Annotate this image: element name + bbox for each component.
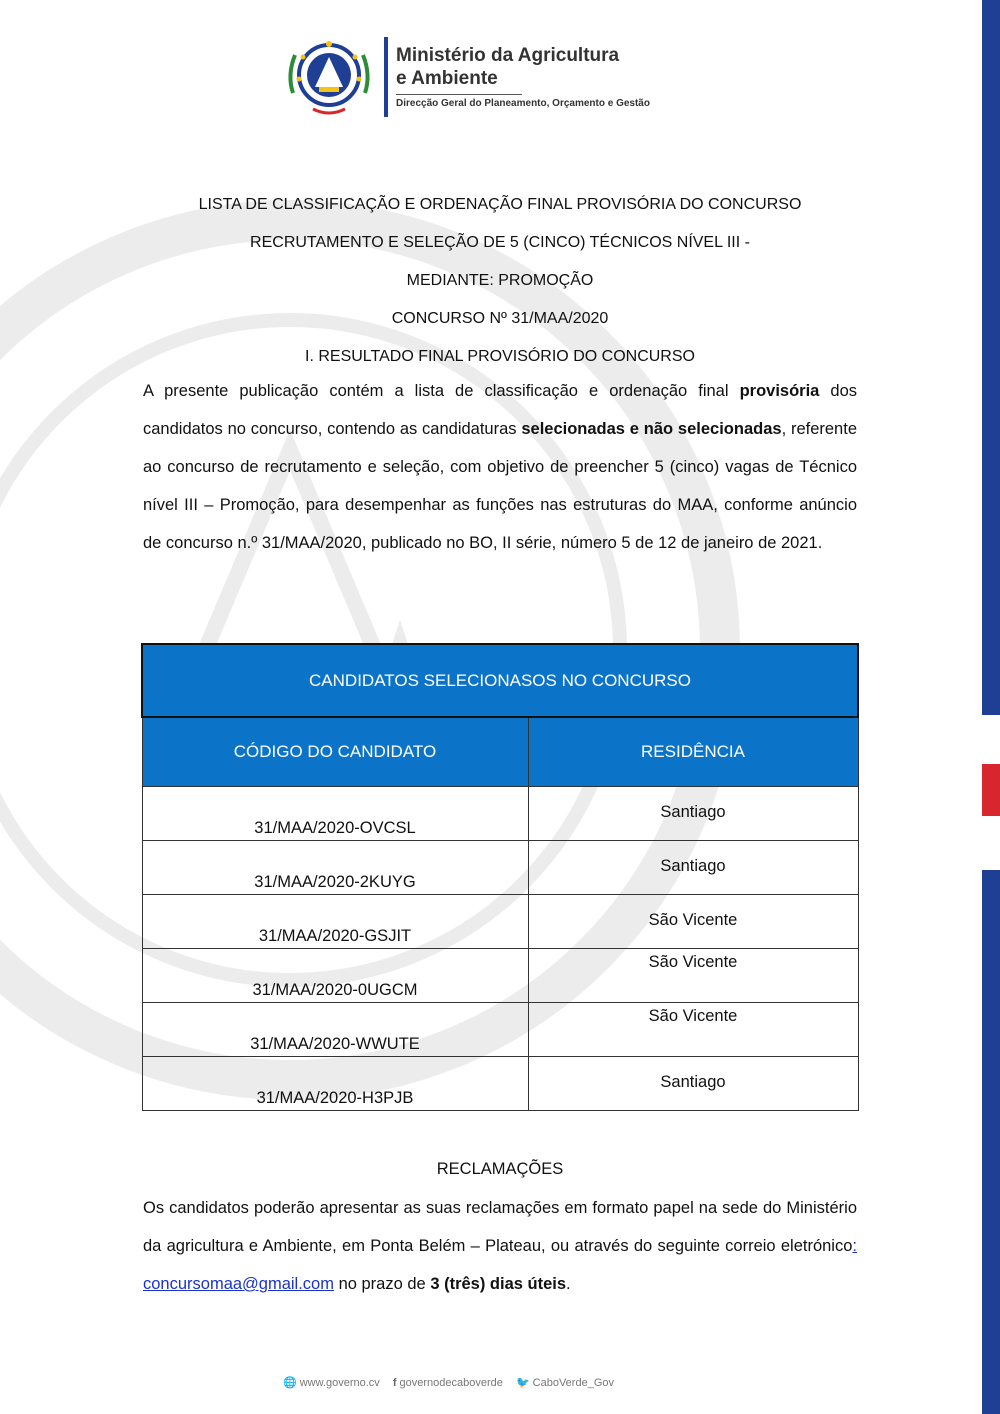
complaints-text-3: . <box>566 1275 571 1293</box>
complaints-text-1: Os candidatos poderão apresentar as suas reclamações em formato papel na sede do Ministério da agricultura e Ambiente, em Ponta Belém – Plateau, ou através do seguinte correio eletrónico <box>143 1199 857 1255</box>
table-title: CANDIDATOS SELECIONASOS NO CONCURSO <box>142 644 858 717</box>
ministry-underline <box>396 94 522 95</box>
globe-icon: 🌐 <box>283 1377 297 1389</box>
footer-twitter[interactable] <box>516 1377 614 1389</box>
column-header-residence: RESIDÊNCIA <box>528 717 858 787</box>
header-divider <box>384 37 388 117</box>
candidate-residence: São Vicente <box>528 895 858 949</box>
candidate-code: 31/MAA/2020-GSJIT <box>142 895 528 949</box>
table-row <box>142 1057 858 1111</box>
flag-stripe-red <box>982 764 1000 816</box>
candidate-residence: São Vicente <box>528 949 858 1003</box>
complaints-title: RECLAMAÇÕES <box>436 1160 564 1178</box>
footer-twitter-text: CaboVerde_Gov <box>532 1377 614 1389</box>
complaints-text-2: no prazo de <box>333 1275 431 1293</box>
heading-modality: MEDIANTE: PROMOÇÃO <box>406 272 594 289</box>
footer-website-text: www.governo.cv <box>299 1377 380 1389</box>
table-row <box>142 949 858 1003</box>
candidate-code: 31/MAA/2020-H3PJB <box>142 1057 528 1111</box>
ministry-name-line1: Ministério da Agricultura <box>396 45 620 66</box>
flag-stripe-blue-top <box>982 0 1000 715</box>
footer-website[interactable] <box>283 1377 380 1389</box>
intro-paragraph <box>143 372 857 562</box>
candidate-residence: Santiago <box>528 1057 858 1111</box>
table-row <box>142 1003 858 1057</box>
ministry-name-line2: e Ambiente <box>396 68 498 89</box>
candidate-code: 31/MAA/2020-OVCSL <box>142 787 528 841</box>
intro-bold-selecionadas: selecionadas e não selecionadas <box>521 420 782 438</box>
table-row <box>142 895 858 949</box>
complaints-paragraph <box>143 1189 857 1303</box>
table-row <box>142 841 858 895</box>
letterhead <box>283 33 703 123</box>
candidate-code: 31/MAA/2020-WWUTE <box>142 1003 528 1057</box>
facebook-icon: f <box>392 1377 397 1389</box>
candidate-code: 31/MAA/2020-0UGCM <box>142 949 528 1003</box>
candidate-residence: São Vicente <box>528 1003 858 1057</box>
candidate-code: 31/MAA/2020-2KUYG <box>142 841 528 895</box>
table-row <box>142 787 858 841</box>
complaints-email-link[interactable]: : concursomaa@gmail.com <box>143 1237 857 1293</box>
coat-of-arms-icon <box>283 35 375 117</box>
column-header-code: CÓDIGO DO CANDIDATO <box>142 717 528 787</box>
heading-title: LISTA DE CLASSIFICAÇÃO E ORDENAÇÃO FINAL PROVISÓRIA DO CONCURSO <box>198 196 802 213</box>
flag-stripe-blue-bottom <box>982 870 1000 1414</box>
heading-section-result: I. RESULTADO FINAL PROVISÓRIO DO CONCURSO <box>305 348 695 365</box>
twitter-icon: 🐦 <box>515 1377 530 1389</box>
heading-contest-number: CONCURSO Nº 31/MAA/2020 <box>391 310 609 327</box>
heading-recruitment: RECRUTAMENTO E SELEÇÃO DE 5 (CINCO) TÉCNICOS NÍVEL III - <box>250 234 750 251</box>
selected-candidates-table <box>141 643 859 1111</box>
intro-text-2: dos candidatos no concurso, contendo as candidaturas <box>143 382 858 438</box>
intro-text-3: , referente ao concurso de recrutamento e seleção, com objetivo de preencher 5 (cinco) vagas de Técnico nível III – Promoção, para desempenhar as funções nas estruturas do MAA, conforme anúncio de concurso n.º 31/MAA/2020, publicado no BO, II série, número 5 de 12 de janeiro de 2021. <box>143 420 857 552</box>
ministry-department: Direcção Geral do Planeamento, Orçamento e Gestão <box>396 98 650 109</box>
footer-facebook[interactable] <box>393 1377 503 1389</box>
intro-bold-provisoria: provisória <box>739 382 820 400</box>
candidate-residence: Santiago <box>528 841 858 895</box>
intro-text-1: A presente publicação contém a lista de classificação e ordenação final <box>143 382 740 400</box>
complaints-deadline: 3 (três) dias úteis <box>430 1275 567 1293</box>
document-headings <box>143 186 857 376</box>
footer <box>283 1376 703 1389</box>
candidate-residence: Santiago <box>528 787 858 841</box>
ministry-name <box>396 44 619 90</box>
footer-facebook-text: governodecaboverde <box>399 1377 503 1389</box>
